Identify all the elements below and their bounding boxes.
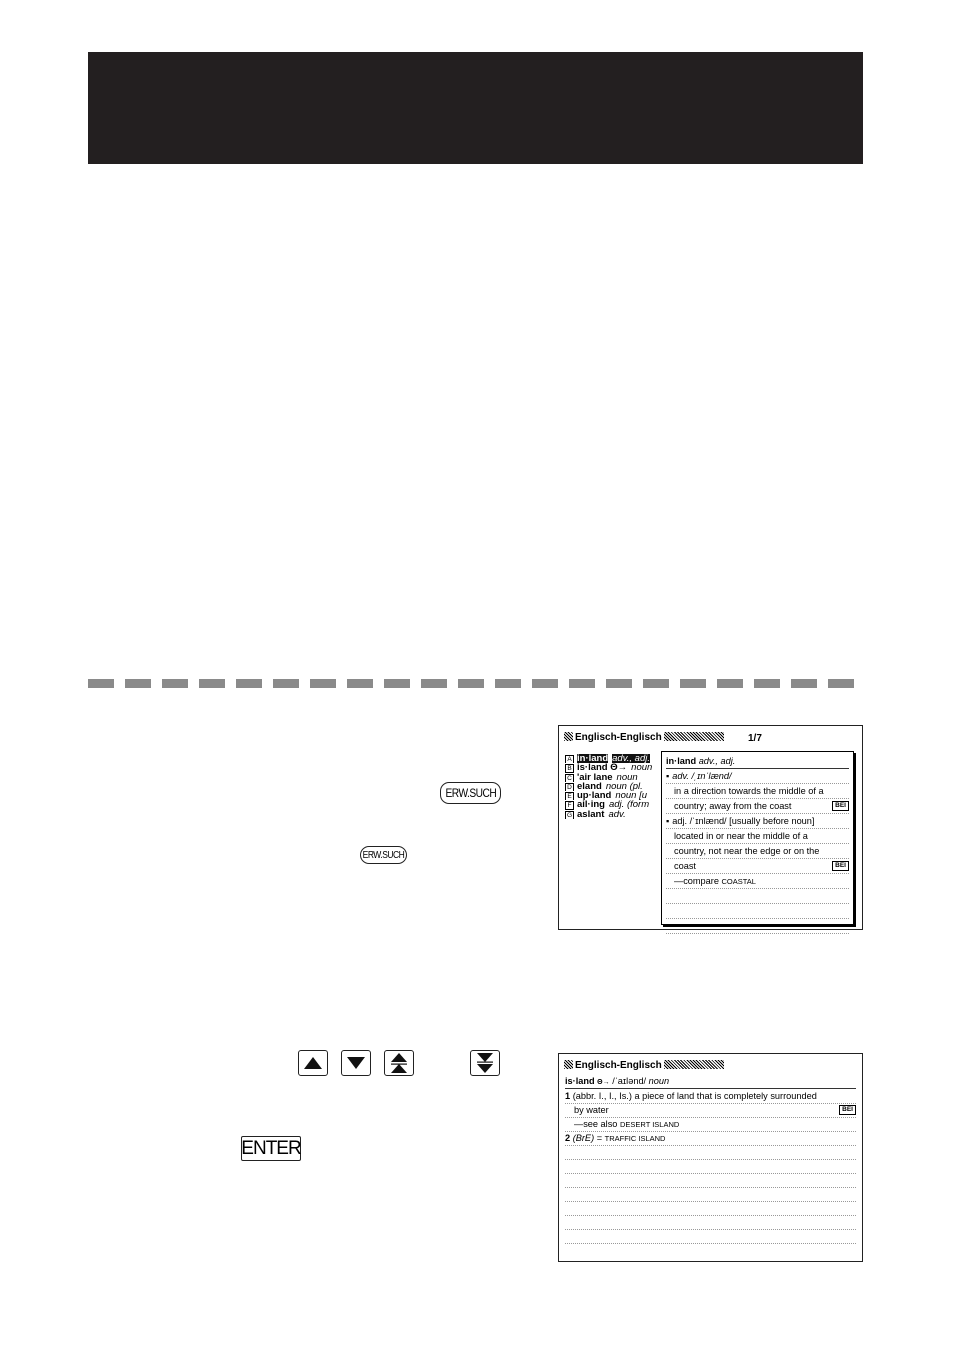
preview-popup xyxy=(661,751,854,925)
def-abbr: (abbr. I., I., Is.) xyxy=(572,1091,632,1101)
list-pos: noun xyxy=(616,772,638,782)
page-indicator: 1/7 xyxy=(748,733,762,744)
entry-pronunciation: /ˈaɪlənd/ xyxy=(612,1076,647,1086)
screen-title xyxy=(564,1060,724,1071)
popup-def-line xyxy=(666,859,849,874)
entry-headword: is·land xyxy=(565,1076,595,1086)
list-item[interactable] xyxy=(565,800,665,809)
list-item[interactable] xyxy=(565,782,665,791)
screen-title xyxy=(564,732,724,743)
list-word: up·land xyxy=(577,791,612,801)
list-letter: D xyxy=(565,783,574,791)
entry-pos: noun xyxy=(648,1076,670,1086)
popup-def-text: country; away from the coast xyxy=(674,801,792,811)
list-letter: C xyxy=(565,774,574,782)
entry-empty-line xyxy=(565,1159,856,1174)
page-down-key-icon xyxy=(470,1050,500,1076)
popup-sense-1-text: adv. /ˌɪnˈlænd/ xyxy=(672,771,732,781)
entry-empty-line xyxy=(565,1145,856,1160)
popup-def-text: coast xyxy=(674,861,696,871)
popup-sense-2 xyxy=(666,814,849,829)
list-letter: F xyxy=(565,801,574,809)
bei-badge: BEI xyxy=(832,861,849,871)
list-pos: noun [u xyxy=(615,791,648,801)
list-pos: adv. xyxy=(608,809,626,820)
entry-empty-line xyxy=(565,1187,856,1202)
popup-def-line: country, not near the edge or on the xyxy=(666,844,849,859)
list-word: 'air lane xyxy=(577,772,613,782)
entry-empty-line xyxy=(565,1229,856,1244)
popup-def-line: located in or near the middle of a xyxy=(666,829,849,844)
list-word: ail·ing xyxy=(577,800,605,810)
list-word: in·land xyxy=(577,754,609,764)
entry-empty-line xyxy=(565,1173,856,1188)
list-word: is·land Θ→ xyxy=(577,763,628,773)
def-number: 1 xyxy=(565,1091,571,1101)
popup-headword-pos: adv., adj. xyxy=(698,756,736,766)
entry-def-line xyxy=(565,1089,856,1104)
entry-empty-line xyxy=(565,1201,856,1216)
enter-key-label: ENTER xyxy=(241,1137,301,1159)
entry-def-line xyxy=(565,1103,856,1118)
popup-empty-line xyxy=(666,889,849,904)
popup-empty-line xyxy=(666,904,849,919)
page-up-key-icon xyxy=(384,1050,414,1076)
entry-empty-line xyxy=(565,1215,856,1230)
list-letter: G xyxy=(566,811,573,819)
list-item[interactable] xyxy=(565,763,665,772)
popup-empty-line xyxy=(666,919,849,934)
popup-sense-2-text: adj. /ˈɪnlænd/ [usually before noun] xyxy=(672,816,815,826)
hatch-icon xyxy=(564,732,573,741)
erw-such-key-label: ERW.SUCH xyxy=(445,786,496,800)
word-list xyxy=(565,754,665,819)
def-region: (BrE) xyxy=(572,1133,595,1143)
list-word: aslant xyxy=(577,809,605,820)
popup-compare-line xyxy=(666,874,849,889)
list-pos: noun xyxy=(631,763,653,773)
bei-badge: BEI xyxy=(832,801,849,811)
popup-def-line: in a direction towards the middle of a xyxy=(666,784,849,799)
see-also-text: —see also xyxy=(574,1119,618,1129)
erw-such-key-icon xyxy=(440,782,501,804)
list-letter: B xyxy=(565,764,574,772)
list-item[interactable] xyxy=(565,754,665,763)
list-pos: adv., adj. xyxy=(612,754,650,764)
hatch-bar xyxy=(664,1060,724,1069)
entry-headword-line xyxy=(565,1074,856,1089)
erw-such-key-label-small: ERW.SUCH xyxy=(362,849,405,861)
entry-def-line xyxy=(565,1131,856,1146)
def-text: a piece of land that is completely surrounded xyxy=(634,1091,817,1101)
popup-headword: in·land xyxy=(666,756,697,766)
see-also-word: DESERT ISLAND xyxy=(619,1120,680,1129)
screen-title-text: Englisch-Englisch xyxy=(575,732,662,743)
entry-headword-mark: Θ→ xyxy=(597,1079,610,1086)
list-word: eland xyxy=(577,781,602,792)
popup-sense-1 xyxy=(666,769,849,784)
hatch-icon xyxy=(564,1060,573,1069)
dictionary-screen-list xyxy=(558,725,863,930)
bei-badge: BEI xyxy=(839,1105,856,1115)
list-pos: noun (pl. xyxy=(605,781,643,792)
list-letter: E xyxy=(565,792,574,800)
erw-such-key-icon-small xyxy=(360,846,407,864)
up-arrow-key-icon xyxy=(298,1050,328,1076)
dashed-divider xyxy=(88,679,863,688)
screen-title-text: Englisch-Englisch xyxy=(575,1060,662,1071)
list-item[interactable] xyxy=(565,810,665,819)
list-pos: adj. (form xyxy=(608,800,650,810)
def-eq: = xyxy=(596,1133,603,1143)
entry-see-also-line xyxy=(565,1117,856,1132)
down-arrow-key-icon xyxy=(341,1050,371,1076)
popup-compare-word: COASTAL xyxy=(721,877,756,886)
list-letter: A xyxy=(565,755,574,763)
popup-compare-text: —compare xyxy=(674,876,719,886)
popup-headword-line xyxy=(666,754,849,769)
popup-def-line xyxy=(666,799,849,814)
header-bar xyxy=(88,52,863,164)
dictionary-screen-entry xyxy=(558,1053,863,1262)
enter-key-icon xyxy=(241,1136,301,1161)
def-word: TRAFFIC ISLAND xyxy=(604,1134,666,1143)
def-number: 2 xyxy=(565,1133,571,1143)
list-item[interactable] xyxy=(565,773,665,782)
def-text: by water xyxy=(574,1105,609,1115)
list-item[interactable] xyxy=(565,791,665,800)
hatch-bar xyxy=(664,732,724,741)
